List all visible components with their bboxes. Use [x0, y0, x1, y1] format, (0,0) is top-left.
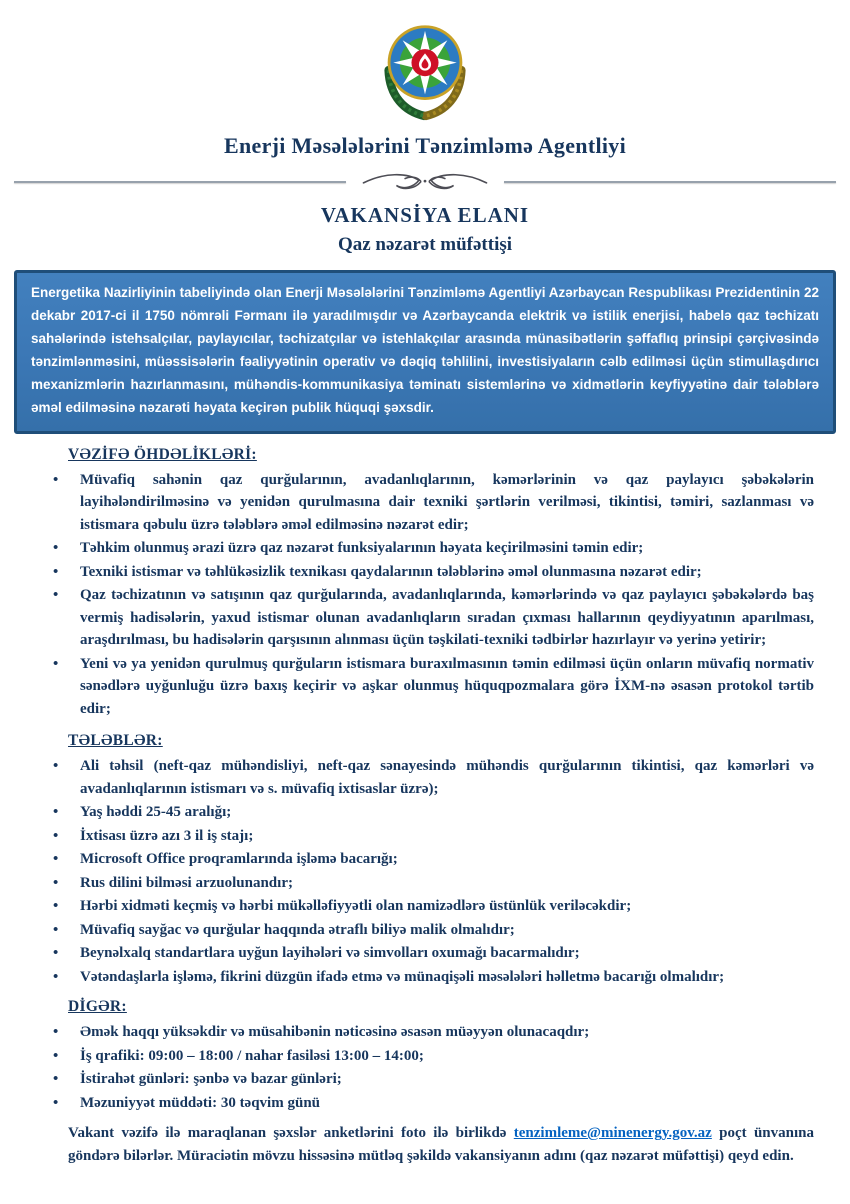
list-item: • Məzuniyyət müddəti: 30 təqvim günü — [40, 1092, 814, 1115]
document-body — [0, 446, 850, 1169]
list-item: • Vətəndaşlarla işləmə, fikrini düzgün ifadə etmə və münaqişəli məsələləri həlletmə bacarığı olmalıdır; — [40, 966, 814, 989]
application-note-lead: Vakant vəzifə ilə maraqlanan şəxslər anketlərini foto ilə birlikdə — [68, 1125, 514, 1142]
section-duties — [40, 446, 814, 721]
list-item: • Beynəlxalq standartlara uyğun layihələri və simvolları oxumağı bacarmalıdır; — [40, 942, 814, 965]
divider-line-right — [504, 181, 836, 183]
duties-list — [40, 469, 814, 721]
list-item: • Yaş həddi 25-45 aralığı; — [40, 801, 814, 824]
list-item: • Qaz təchizatının və satışının qaz qurğularında, avadanlıqlarında, kəmərlərində və qaz paylayıcı şəbəkələrdə baş vermiş hadisələrin, yaxud istismar olunan avadanlıqların sıradan çıxması hallarının qeydiyyatının aparılması, araşdırılması, bu hadisələrin qarşısının alınması üçün təşkilati-texniki tədbirlər hazırlayır və yerinə yetirir; — [40, 584, 814, 652]
agency-description-box — [14, 270, 836, 434]
decorative-divider — [0, 169, 850, 195]
document-header — [0, 0, 850, 256]
list-item: • Texniki istismar və təhlükəsizlik texnikası qaydalarının tələblərinə əməl olunmasına nəzarət edir; — [40, 561, 814, 584]
agency-title: Enerji Məsələlərini Tənzimləmə Agentliyi — [224, 133, 626, 158]
list-item: • İstirahət günləri: şənbə və bazar günləri; — [40, 1068, 814, 1091]
email-link[interactable]: tenzimleme@minenergy.gov.az — [513, 1125, 712, 1142]
list-item: • İxtisası üzrə azı 3 il iş stajı; — [40, 825, 814, 848]
section-requirements — [40, 732, 814, 988]
list-item: • İş qrafiki: 09:00 – 18:00 / nahar fasiləsi 13:00 – 14:00; — [40, 1045, 814, 1068]
section-heading-other: DİGƏR: — [68, 998, 127, 1016]
flourish-ornament-icon — [346, 169, 504, 195]
list-item: • Hərbi xidməti keçmiş və hərbi mükəlləfiyyətli olan namizədlərə üstünlük veriləcəkdir; — [40, 895, 814, 918]
azerbaijan-emblem-icon — [0, 16, 850, 128]
list-item: • Ali təhsil (neft-qaz mühəndisliyi, neft-qaz sənayesində mühəndis qurğularının tikintisi, qaz kəmərləri və avadanlıqlarının istismarı və s. müvafiq ixtisaslar üzrə); — [40, 755, 814, 800]
divider-line-left — [14, 181, 346, 183]
list-item: • Əmək haqqı yüksəkdir və müsahibənin nəticəsinə əsasən müəyyən olunacaqdır; — [40, 1021, 814, 1044]
announcement-title: VAKANSİYA ELANI — [320, 203, 530, 227]
list-item: • Müvafiq sayğac və qurğular haqqında ətraflı biliyə malik olmalıdır; — [40, 919, 814, 942]
application-note — [68, 1122, 814, 1169]
position-title: Qaz nəzarət müfəttişi — [337, 234, 513, 255]
section-heading-requirements: TƏLƏBLƏR: — [68, 732, 163, 750]
agency-description-text: Energetika Nazirliyinin tabeliyində olan Enerji Məsələlərini Tənzimləmə Agentliyi Azərbaycan Respublikası Prezidentinin 22 dekabr 2017-ci il 1750 nömrəli Fərmanı ilə yaradılmışdır və Azərbaycanda elektrik və istilik enerjisi, habelə qaz təchizatı sahələrində istehsalçılar, paylayıcılar, təchizatçılar və istehlakçılar arasında münasibətlərin şəffaflıq prinsipi çərçivəsində tənzimlənməsini, müəssisələrin fəaliyyətinin operativ və dəqiq təhlilini, investisiyaların cəlb edilməsi üçün stimullaşdırıcı mexanizmlərin hazırlanmasını, mühəndis-kommunikasiya təminatı sistemlərinə və xidmətlərin keyfiyyətinə dair tələblərə əməl edilməsinə nəzarəti həyata keçirən publik hüquqi şəxsdir. — [31, 285, 819, 415]
list-item: • Microsoft Office proqramlarında işləmə bacarığı; — [40, 848, 814, 871]
list-item: • Müvafiq sahənin qaz qurğularının, avadanlıqlarının, kəmərlərinin və qaz paylayıcı şəbəkələrin layihələndirilməsinə və yenidən qurulmasına dair texniki şərtlərin verilməsi, tikintisi, təmiri, sazlanması və istismara qəbulu üzrə tələblərə əməl edilməsinə nəzarət edir; — [40, 469, 814, 537]
application-note-tail: poçt ünvanına göndərə bilərlər. Müraciətin mövzu hissəsinə mütləq şəkildə vakansiyanın adını (qaz nəzarət müfəttişi) qeyd edin. — [68, 1125, 814, 1165]
list-item: • Yeni və ya yenidən qurulmuş qurğuların istismara buraxılmasının təmin edilməsi üçün onların müvafiq normativ sənədlərə uyğunluğu üzrə baxış keçirir və aşkar olunmuş hüquqpozmalara görə İXM-nə əsasən protokol tərtib edir; — [40, 653, 814, 721]
other-list — [40, 1021, 814, 1114]
requirements-list — [40, 755, 814, 988]
list-item: • Təhkim olunmuş ərazi üzrə qaz nəzarət funksiyalarının həyata keçirilməsini təmin edir; — [40, 537, 814, 560]
list-item: • Rus dilini bilməsi arzuolunandır; — [40, 872, 814, 895]
section-heading-duties: VƏZİFƏ ÖHDƏLİKLƏRİ: — [68, 445, 257, 463]
section-other — [40, 998, 814, 1114]
